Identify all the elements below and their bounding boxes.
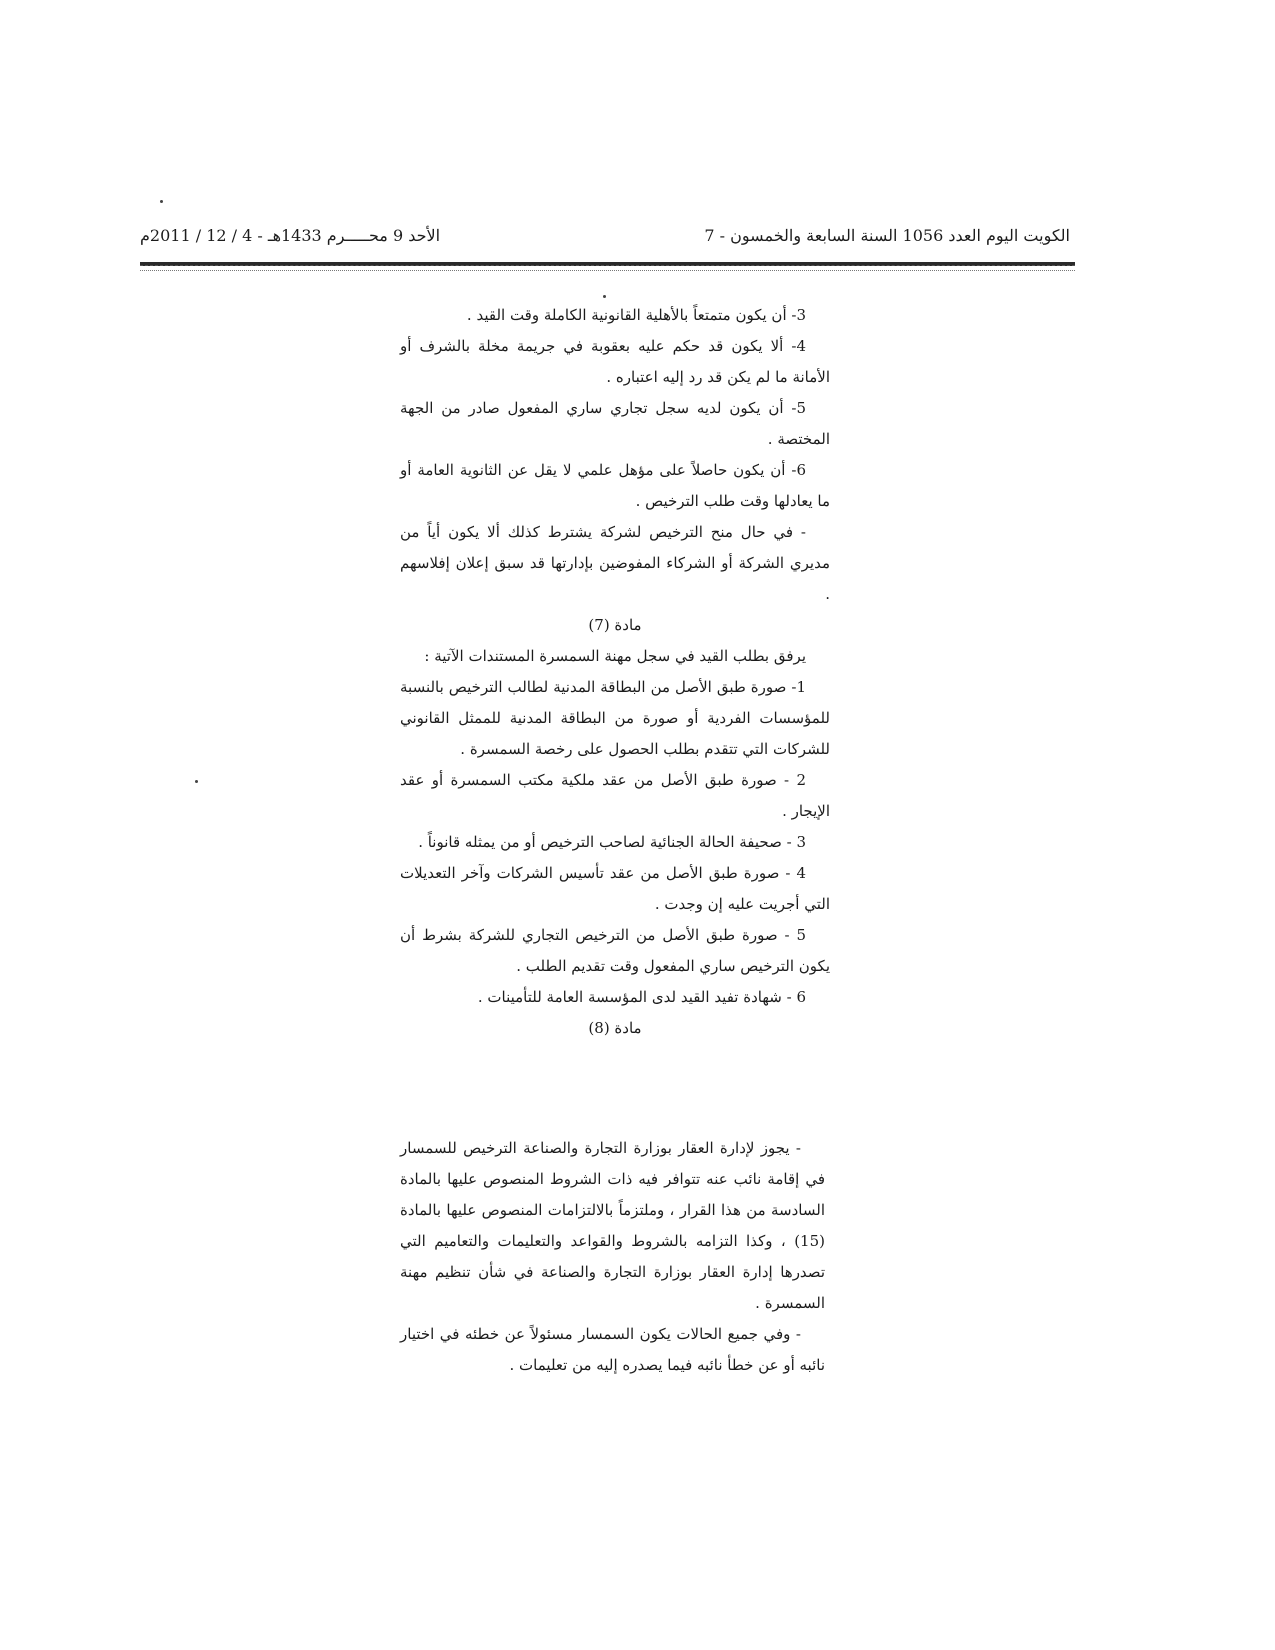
scan-speck (160, 200, 163, 203)
condition-6: 6- أن يكون حاصلاً على مؤهل علمي لا يقل عن الثانوية العامة أو ما يعادلها وقت طلب الترخيص . (400, 461, 830, 510)
article-7-item-1: 1- صورة طبق الأصل من البطاقة المدنية لطالب الترخيص بالنسبة للمؤسسات الفردية أو صورة من البطاقة المدنية للممثل القانوني للشركات التي تتقدم بطلب الحصول على رخصة السمسرة . (400, 678, 830, 758)
article-7-item-5: 5 - صورة طبق الأصل من الترخيص التجاري للشركة بشرط أن يكون الترخيص ساري المفعول وقت تقديم الطلب . (400, 926, 830, 975)
upper-text-column (400, 300, 830, 1044)
lower-text-column (400, 1133, 825, 1381)
condition-3: 3- أن يكون متمتعاً بالأهلية القانونية الكاملة وقت القيد . (466, 306, 806, 324)
condition-5: 5- أن يكون لديه سجل تجاري ساري المفعول صادر من الجهة المختصة . (400, 399, 830, 448)
condition-4: 4- ألا يكون قد حكم عليه بعقوبة في جريمة مخلة بالشرف أو الأمانة ما لم يكن قد رد إليه اعتباره . (400, 337, 830, 386)
issue-date: الأحد 9 محـــــرم 1433هـ - 4 / 12 / 2011م (140, 226, 441, 245)
article-8-paragraph-2: - وفي جميع الحالات يكون السمسار مسئولاً عن خطئه في اختيار نائبه أو عن خطأ نائبه فيما يصدره إليه من تعليمات . (400, 1325, 825, 1374)
page-header (140, 226, 1070, 256)
article-8-paragraph-1: - يجوز لإدارة العقار بوزارة التجارة والصناعة الترخيص للسمسار في إقامة نائب عنه تتوافر فيه ذات الشروط المنصوص عليها بالمادة السادسة من هذا القرار ، وملتزماً بالالتزامات المنصوص عليها بالمادة (15) ، وكذا التزامه بالشروط والقواعد والتعليمات والتعاميم التي تصدرها إدارة العقار بوزارة التجارة والصناعة في شأن تنظيم مهنة السمسرة . (400, 1139, 825, 1312)
article-7-intro: يرفق بطلب القيد في سجل مهنة السمسرة المستندات الآتية : (424, 647, 806, 665)
article-7-item-3: 3 - صحيفة الحالة الجنائية لصاحب الترخيص أو من يمثله قانوناً . (418, 833, 806, 851)
article-7-item-2: 2 - صورة طبق الأصل من عقد ملكية مكتب السمسرة أو عقد الإيجار . (400, 771, 830, 820)
header-rule (140, 262, 1075, 266)
article-7-item-6: 6 - شهادة تفيد القيد لدى المؤسسة العامة للتأمينات . (477, 988, 806, 1006)
scan-speck (603, 295, 606, 298)
gazette-issue-info: الكويت اليوم العدد 1056 السنة السابعة والخمسون - 7 (704, 226, 1070, 245)
scan-speck (195, 780, 198, 783)
header-rule-dotted (140, 270, 1075, 272)
company-condition: - في حال منح الترخيص لشركة يشترط كذلك ألا يكون أياً من مديري الشركة أو الشركاء المفوضين بإدارتها قد سبق إعلان إفلاسهم . (400, 523, 830, 603)
article-7-title: مادة (7) (588, 616, 642, 634)
article-8-title: مادة (8) (588, 1019, 642, 1037)
article-7-item-4: 4 - صورة طبق الأصل من عقد تأسيس الشركات وآخر التعديلات التي أجريت عليه إن وجدت . (400, 864, 830, 913)
